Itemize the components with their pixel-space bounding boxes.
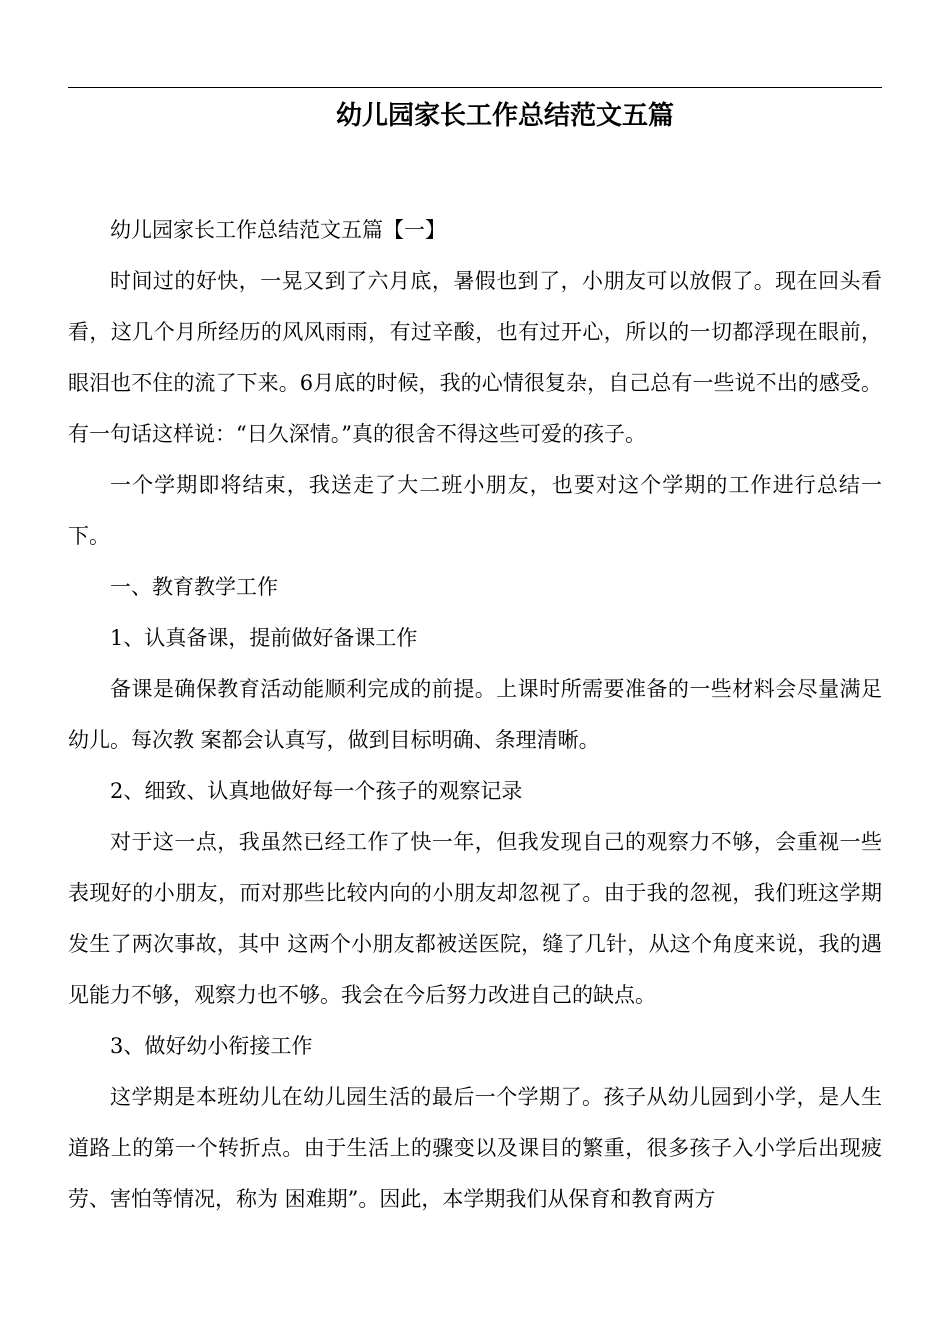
document-title: 幼儿园家长工作总结范文五篇 — [335, 101, 674, 131]
subheading: 2、细致、认真地做好每一个孩子的观察记录 — [110, 779, 523, 803]
section-heading: 幼儿园家长工作总结范文五篇【一】 — [110, 218, 446, 242]
paragraph: 对于这一点，我虽然已经工作了快一年，但我发现自己的观察力不够，会重视一些表现好的小朋友，而对那些比较内向的小朋友却忽视了。由于我的忽视，我们班这学期发生了两次事故，其中 这两个小朋友都被送医院，缝了几针，从这个角度来说，我的遇见能力不够，观察力也不够。我会在今后努力改进自己的缺点。 — [68, 830, 882, 1007]
subheading: 1、认真备课，提前做好备课工作 — [110, 626, 418, 650]
paragraph: 一个学期即将结束，我送走了大二班小朋友，也要对这个学期的工作进行总结一下。 — [68, 473, 882, 548]
paragraph: 备课是确保教育活动能顺利完成的前提。上课时所需要准备的一些材料会尽量满足幼儿。每次教 案都会认真写，做到目标明确、条理清晰。 — [68, 677, 882, 752]
paragraph: 时间过的好快，一晃又到了六月底，暑假也到了，小朋友可以放假了。现在回头看看，这几个月所经历的风风雨雨，有过辛酸，也有过开心，所以的一切都浮现在眼前，眼泪也不住的流了下来。6月底的时候，我的心情很复杂，自己总有一些说不出的感受。有一句话这样说：“日久深情。”真的很舍不得这些可爱的孩子。 — [68, 269, 882, 446]
header-rule — [68, 87, 882, 88]
paragraph: 这学期是本班幼儿在幼儿园生活的最后一个学期了。孩子从幼儿园到小学，是人生道路上的第一个转折点。由于生活上的骤变以及课目的繁重，很多孩子入小学后出现疲劳、害怕等情况，称为 困难期”。因此，本学期我们从保育和教育两方 — [68, 1085, 882, 1211]
document-body — [68, 205, 882, 1225]
subheading: 3、做好幼小衔接工作 — [110, 1034, 313, 1058]
subheading: 一、教育教学工作 — [110, 575, 278, 599]
